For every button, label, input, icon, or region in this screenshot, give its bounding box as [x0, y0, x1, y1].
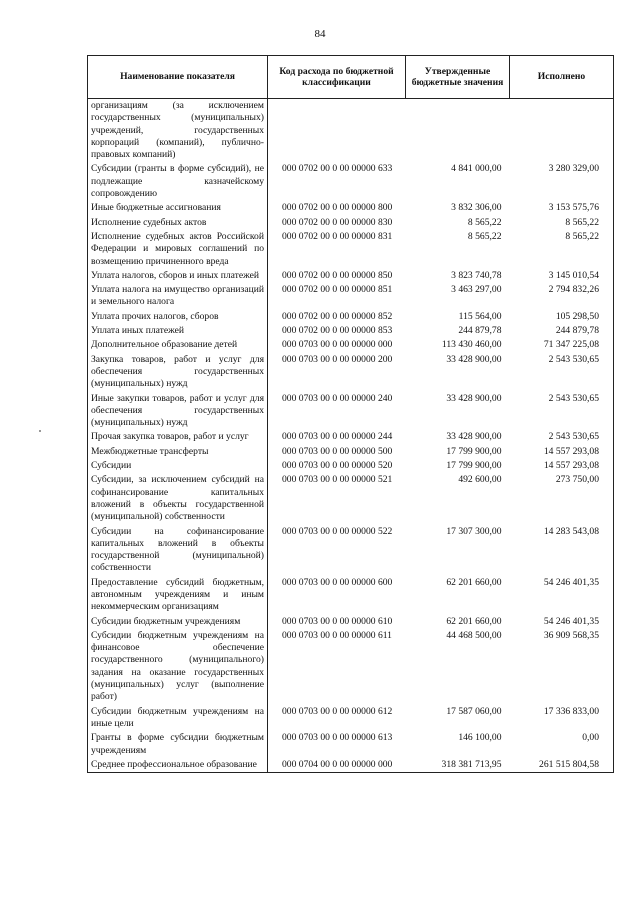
table-row — [88, 353, 614, 392]
row-code-cell: 000 0702 00 0 00 00000 851 — [268, 283, 406, 310]
page-number: 84 — [314, 28, 326, 40]
row-approved-cell: 115 564,00 — [458, 310, 502, 322]
row-approved-cell: 62 201 660,00 — [446, 576, 502, 588]
row-code-cell: 000 0704 00 0 00 00000 000 — [268, 758, 406, 773]
row-approved-cell: 8 565,22 — [467, 230, 502, 242]
table-row — [88, 629, 614, 705]
row-executed-cell: 71 347 225,08 — [510, 338, 614, 352]
table-row — [88, 310, 614, 324]
row-executed-cell: 244 879,78 — [510, 324, 614, 338]
row-name-cell: Исполнение судебных актов — [88, 216, 268, 230]
row-name-cell: Субсидии — [88, 459, 268, 473]
row-executed-cell: 2 794 832,26 — [510, 283, 614, 310]
row-name-cell: Закупка товаров, работ и услуг для обеспечения государственных (муниципальных) нужд — [88, 353, 268, 392]
row-code-cell — [268, 99, 406, 163]
table-row — [88, 705, 614, 732]
row-code-cell: 000 0703 00 0 00 00000 200 — [268, 353, 406, 392]
table-body — [88, 99, 614, 773]
row-approved-cell: 244 879,78 — [458, 325, 502, 337]
row-executed-cell: 14 557 293,08 — [510, 445, 614, 459]
header-code: Код расхода по бюджетной классификации — [268, 56, 406, 99]
row-executed-cell: 8 565,22 — [510, 216, 614, 230]
row-executed-cell: 3 280 329,00 — [510, 162, 614, 201]
row-name-cell: Уплата прочих налогов, сборов — [88, 310, 268, 324]
row-approved-cell: 8 565,22 — [467, 216, 502, 228]
row-executed-cell: 2 543 530,65 — [510, 353, 614, 392]
row-code-cell: 000 0702 00 0 00 00000 853 — [268, 324, 406, 338]
row-executed-cell: 8 565,22 — [510, 230, 614, 269]
row-executed-cell — [510, 99, 614, 163]
row-name-cell: Среднее профессиональное образование — [88, 758, 268, 773]
table-row — [88, 731, 614, 758]
table-row — [88, 758, 614, 773]
table-row — [88, 216, 614, 230]
row-name-cell: организациям (за исключением государственных (муниципальных) учреждений, государственных корпораций (компаний), публично-правовых компаний) — [88, 99, 268, 163]
table-row — [88, 392, 614, 431]
row-name-cell: Дополнительное образование детей — [88, 338, 268, 352]
row-approved-cell: 44 468 500,00 — [446, 629, 502, 641]
row-code-cell: 000 0703 00 0 00 00000 611 — [268, 629, 406, 705]
row-name-cell: Прочая закупка товаров, работ и услуг — [88, 430, 268, 444]
row-code-cell: 000 0703 00 0 00 00000 520 — [268, 459, 406, 473]
table-row — [88, 230, 614, 269]
row-code-cell: 000 0703 00 0 00 00000 500 — [268, 445, 406, 459]
row-approved-cell: 33 428 900,00 — [446, 431, 502, 443]
table-row — [88, 525, 614, 576]
row-executed-cell: 14 283 543,08 — [510, 525, 614, 576]
row-approved-cell: 62 201 660,00 — [446, 615, 502, 627]
table-row — [88, 324, 614, 338]
row-approved-cell: 3 823 740,78 — [451, 269, 502, 281]
row-name-cell: Предоставление субсидий бюджетным, автономным учреждениям и иным некоммерческим организациям — [88, 576, 268, 615]
row-executed-cell: 105 298,50 — [510, 310, 614, 324]
row-approved-cell: 17 799 900,00 — [446, 460, 502, 472]
row-executed-cell: 273 750,00 — [510, 473, 614, 524]
table-row — [88, 576, 614, 615]
row-approved-cell: 492 600,00 — [458, 474, 502, 486]
table-row — [88, 445, 614, 459]
row-code-cell: 000 0702 00 0 00 00000 633 — [268, 162, 406, 201]
row-name-cell: Иные закупки товаров, работ и услуг для обеспечения государственных (муниципальных) нужд — [88, 392, 268, 431]
row-name-cell: Уплата налога на имущество организаций и земельного налога — [88, 283, 268, 310]
header-executed: Исполнено — [510, 56, 614, 99]
scan-speck — [39, 430, 41, 432]
header-approved: Утвержденные бюджетные значения — [406, 56, 510, 99]
table-header-row — [88, 56, 614, 99]
row-code-cell: 000 0703 00 0 00 00000 000 — [268, 338, 406, 352]
row-name-cell: Гранты в форме субсидии бюджетным учреждениям — [88, 731, 268, 758]
row-name-cell: Межбюджетные трансферты — [88, 445, 268, 459]
row-code-cell: 000 0703 00 0 00 00000 521 — [268, 473, 406, 524]
row-name-cell: Субсидии, за исключением субсидий на софинансирование капитальных вложений в объекты государственной (муниципальной) собственности — [88, 473, 268, 524]
row-name-cell: Субсидии бюджетным учреждениям на иные цели — [88, 705, 268, 732]
row-executed-cell: 17 336 833,00 — [510, 705, 614, 732]
row-code-cell: 000 0703 00 0 00 00000 612 — [268, 705, 406, 732]
table-row — [88, 201, 614, 215]
row-executed-cell: 0,00 — [510, 731, 614, 758]
row-name-cell: Уплата налогов, сборов и иных платежей — [88, 269, 268, 283]
row-approved-cell: 17 587 060,00 — [446, 705, 502, 717]
row-code-cell: 000 0703 00 0 00 00000 244 — [268, 430, 406, 444]
row-approved-cell: 33 428 900,00 — [446, 392, 502, 404]
row-executed-cell: 3 145 010,54 — [510, 269, 614, 283]
table-row — [88, 99, 614, 163]
row-code-cell: 000 0703 00 0 00 00000 522 — [268, 525, 406, 576]
table-row — [88, 283, 614, 310]
row-code-cell: 000 0702 00 0 00 00000 831 — [268, 230, 406, 269]
table-row — [88, 430, 614, 444]
row-executed-cell: 54 246 401,35 — [510, 576, 614, 615]
table-row — [88, 615, 614, 629]
row-approved-cell — [406, 99, 510, 163]
row-approved-cell: 3 832 306,00 — [451, 202, 502, 214]
table-row — [88, 338, 614, 352]
row-executed-cell: 36 909 568,35 — [510, 629, 614, 705]
row-name-cell: Уплата иных платежей — [88, 324, 268, 338]
row-executed-cell: 14 557 293,08 — [510, 459, 614, 473]
row-name-cell: Субсидии на софинансирование капитальных вложений в объекты государственной (муниципальной) собственности — [88, 525, 268, 576]
row-code-cell: 000 0702 00 0 00 00000 800 — [268, 201, 406, 215]
row-name-cell: Иные бюджетные ассигнования — [88, 201, 268, 215]
header-name: Наименование показателя — [88, 56, 268, 99]
row-code-cell: 000 0703 00 0 00 00000 610 — [268, 615, 406, 629]
row-approved-cell: 33 428 900,00 — [446, 353, 502, 365]
row-executed-cell: 3 153 575,76 — [510, 201, 614, 215]
row-name-cell: Субсидии (гранты в форме субсидий), не подлежащие казначейскому сопровождению — [88, 162, 268, 201]
row-executed-cell: 54 246 401,35 — [510, 615, 614, 629]
row-approved-cell: 3 463 297,00 — [451, 284, 502, 296]
row-code-cell: 000 0702 00 0 00 00000 850 — [268, 269, 406, 283]
row-executed-cell: 2 543 530,65 — [510, 392, 614, 431]
row-executed-cell: 261 515 804,58 — [510, 758, 614, 773]
row-name-cell: Исполнение судебных актов Российской Федерации и мировых соглашений по возмещению причиненного вреда — [88, 230, 268, 269]
table-row — [88, 459, 614, 473]
row-approved-cell: 146 100,00 — [458, 732, 502, 744]
table-row — [88, 162, 614, 201]
row-name-cell: Субсидии бюджетным учреждениям на финансовое обеспечение государственного (муниципального) задания на оказание государственных (муниципальных) услуг (выполнение работ) — [88, 629, 268, 705]
row-approved-cell: 17 799 900,00 — [446, 445, 502, 457]
row-approved-cell: 113 430 460,00 — [441, 339, 502, 351]
row-approved-cell: 17 307 300,00 — [446, 525, 502, 537]
row-code-cell: 000 0702 00 0 00 00000 830 — [268, 216, 406, 230]
row-approved-cell: 4 841 000,00 — [451, 163, 502, 175]
table-row — [88, 269, 614, 283]
table-row — [88, 473, 614, 524]
budget-table — [87, 55, 614, 773]
row-code-cell: 000 0702 00 0 00 00000 852 — [268, 310, 406, 324]
row-name-cell: Субсидии бюджетным учреждениям — [88, 615, 268, 629]
row-code-cell: 000 0703 00 0 00 00000 240 — [268, 392, 406, 431]
row-code-cell: 000 0703 00 0 00 00000 613 — [268, 731, 406, 758]
row-approved-cell: 318 381 713,95 — [406, 758, 510, 773]
row-code-cell: 000 0703 00 0 00 00000 600 — [268, 576, 406, 615]
row-executed-cell: 2 543 530,65 — [510, 430, 614, 444]
